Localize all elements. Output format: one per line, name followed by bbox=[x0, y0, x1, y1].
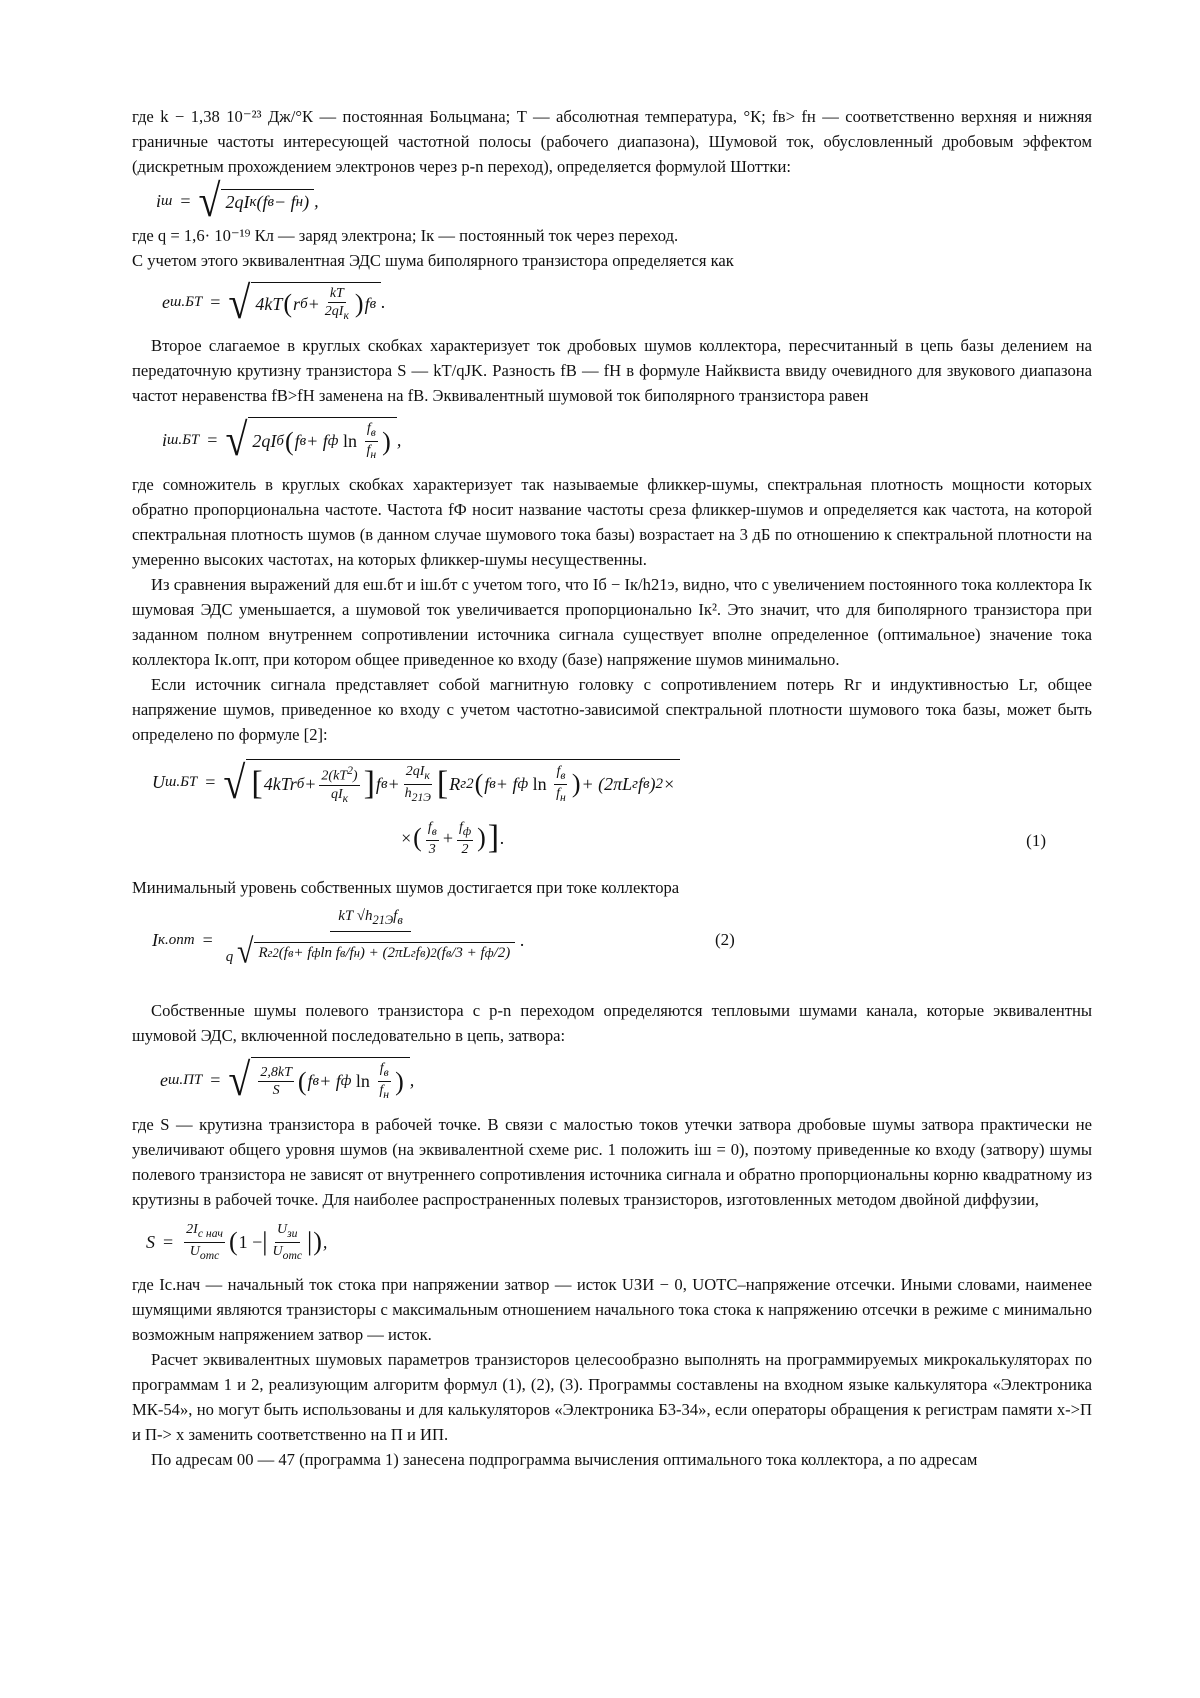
equation-number-1: (1) bbox=[1026, 831, 1046, 850]
paragraph-13: По адресам 00 — 47 (программа 1) занесена подпрограмма вычисления оптимального тока коллектора, а по адресам bbox=[151, 1450, 978, 1469]
paragraph-6: Из сравнения выражений для eш.бт и iш.бт с учетом того, что Iб − Iк/h21э, видно, что с увеличением постоянного тока коллектора Iк шумовая ЭДС уменьшается, а шумовой ток увеличивается пропорционально Iк². Это значит, что для биполярного транзистора при заданном полном внутреннем сопротивлении источника сигнала существует вполне определенное (оптимальное) значение тока коллектора Iк.опт, при котором общее приведенное ко входу (базе) напряжение шумов минимально. bbox=[132, 575, 1092, 669]
formula-fet-noise-emf: e ш.ПТ = √ $\frac{2,8kT}{S}$ ( f в + f ф ln $\frac{f_в}{f_н}$ ) , bbox=[160, 1053, 415, 1106]
equation-number-2: (2) bbox=[715, 930, 735, 949]
formula-bjt-noise-emf: e ш.БТ = √ 4kT ( r б + $\frac{kT}{2qI_к}$ ) f в . bbox=[162, 276, 386, 329]
paragraph-1: где k − 1,38 10⁻²³ Дж/°К — постоянная Больцмана; T — абсолютная температура, °К; fв> fн — соответственно верхняя и нижняя граничные частоты интересующей частотной полосы (рабочего диапазона), Шумовой ток, обусловленный дробовым эффектом (дискретным прохождением электронов через p-n переход), определяется формулой Шоттки: bbox=[132, 107, 1092, 176]
paragraph-10: где S — крутизна транзистора в рабочей точке. В связи с малостью токов утечки затвора дробовые шумы затвора практически не увеличивают общего уровня шумов (на эквивалентной схеме рис. 1 положить iш = 0), поэтому приведенные ко входу (затвору) шумы полевого транзистора не зависят от внутреннего сопротивления источника сигнала и обратно пропорциональны корню квадратному из крутизны в рабочей точке. Для наиболее распространенных полевых транзисторов, изготовленных методом двойной диффузии, bbox=[132, 1115, 1092, 1209]
document-page bbox=[132, 104, 1092, 1472]
formula-total-noise-voltage: U ш.БТ = √ [ 4kTr б + $\frac{2(kT^2)}{qI_к}$ ] f в + $\frac{2qI_к}{h_{21Э}}$ [ R г 2 ( f в + f ф ln $\frac{f_в}{f_н}$ ) + (2πL г f в ) 2 × × ( $\frac{f_в}{3}$ + $\frac{f_ф}{2}$ ) ] . (1) bbox=[152, 756, 1046, 857]
formula-fet-transconductance: S = $\frac{2I_{с нач}}{U_{отс}}$ ( 1 − | $\frac{U_{зи}}{U_{отс}}$ | ) , bbox=[146, 1221, 328, 1262]
paragraph-9: Собственные шумы полевого транзистора с p-n переходом определяются тепловыми шумами канала, которые эквивалентны шумовой ЭДС, включенной последовательно в цепь, затвора: bbox=[132, 1001, 1092, 1045]
paragraph-8: Минимальный уровень собственных шумов достигается при токе коллектора bbox=[132, 878, 680, 897]
paragraph-5: где сомножитель в круглых скобках характеризует так называемые фликкер-шумы, спектральная плотность мощности которых обратно пропорциональна частоте. Частота fФ носит название частоты среза фликкер-шумов и определяется как частота, на которой спектральная плотность шумов (в данном случае шумового тока базы) возрастает на 3 дБ по отношению к спектральной плотности на умеренно высоких частотах, на которых фликкер-шумы несущественны. bbox=[132, 475, 1092, 569]
paragraph-3: С учетом этого эквивалентная ЭДС шума биполярного транзистора определяется как bbox=[132, 251, 734, 270]
paragraph-7: Если источник сигнала представляет собой магнитную головку с сопротивлением потерь Rг и индуктивностью Lг, общее напряжение шумов, приведенное ко входу с учетом частотно-зависимой спектральной плотности шумового тока базы, может быть определено по формуле [2]: bbox=[132, 675, 1092, 744]
paragraph-12: Расчет эквивалентных шумовых параметров транзисторов целесообразно выполнять на программируемых микрокалькуляторах по программам 1 и 2, реализующим алгоритм формул (1), (2), (3). Программы составлены на входном языке калькулятора «Электроника МК-54», но могут быть использованы и для калькуляторов «Электроника Б3-34», если операторы обращения к регистрам памяти х->П и П-> х заменить соответственно на П и ИП. bbox=[132, 1350, 1092, 1444]
formula-bjt-noise-current: i ш.БТ = √ 2qI б ( f в + f ф ln $\frac{f_в}{f_н}$ ) , bbox=[162, 413, 402, 466]
paragraph-2: где q = 1,6· 10⁻¹⁹ Кл — заряд электрона; Iк — постоянный ток через переход. bbox=[132, 226, 679, 245]
formula-optimal-collector-current: I к.опт = kT $√h_{21Э}f_в$ q √ R г 2 (f в + f ф ln f в /f н ) + (2πL г f в ) 2 (f в /3 + f ф /2) . (2) bbox=[152, 908, 735, 971]
paragraph-11: где Iс.нач — начальный ток стока при напряжении затвор — исток UЗИ − 0, UОТС–напряжение отсечки. Иными словами, наименее шумящими являются транзисторы с максимальным отношением начального тока стока к напряжению отсечки в режиме с минимально возможным напряжением затвор — исток. bbox=[132, 1275, 1092, 1344]
paragraph-4: Второе слагаемое в круглых скобках характеризует ток дробовых шумов коллектора, пересчитанный в цепь базы делением на передаточную крутизну транзистора S — kT/qJK. Разность fB — fH в формуле Найквиста ввиду очевидного для звукового диапазона частот неравенства fB>fH заменена на fB. Эквивалентный шумовой ток биполярного транзистора равен bbox=[132, 336, 1092, 405]
formula-shot-noise-current: i ш = √ 2qI к (f в − f н ) , bbox=[156, 174, 319, 227]
